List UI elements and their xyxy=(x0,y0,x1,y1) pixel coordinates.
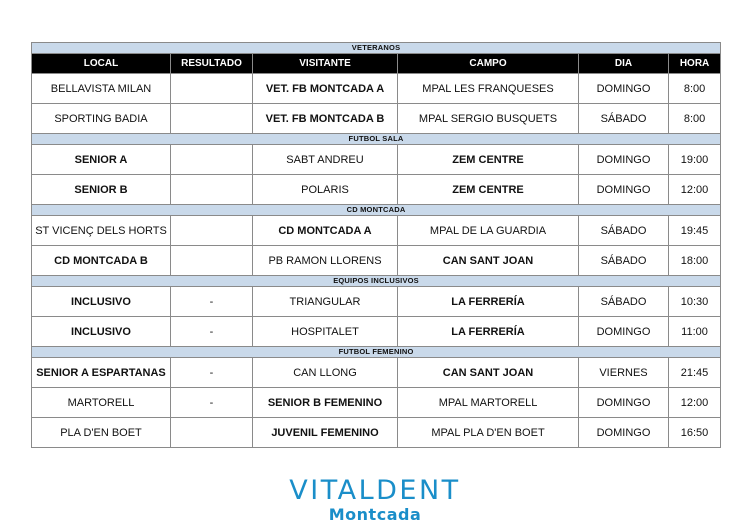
cell-visitante: JUVENIL FEMENINO xyxy=(253,418,398,448)
cell-resultado: - xyxy=(171,358,253,388)
col-header-dia: DIA xyxy=(579,54,669,74)
cell-hora: 12:00 xyxy=(669,388,721,418)
vitaldent-logo xyxy=(0,476,750,524)
table-row xyxy=(32,216,721,246)
cell-campo: MPAL LES FRANQUESES xyxy=(398,74,579,104)
cell-local: ST VICENÇ DELS HORTS xyxy=(32,216,171,246)
table-row xyxy=(32,287,721,317)
cell-dia: SÁBADO xyxy=(579,104,669,134)
cell-visitante: CD MONTCADA A xyxy=(253,216,398,246)
cell-hora: 10:30 xyxy=(669,287,721,317)
cell-visitante: HOSPITALET xyxy=(253,317,398,347)
section-title: VETERANOS xyxy=(32,43,721,54)
cell-dia: DOMINGO xyxy=(579,145,669,175)
cell-resultado: - xyxy=(171,317,253,347)
cell-dia: DOMINGO xyxy=(579,418,669,448)
cell-visitante: VET. FB MONTCADA A xyxy=(253,74,398,104)
table-row xyxy=(32,104,721,134)
cell-resultado: - xyxy=(171,388,253,418)
cell-local: SPORTING BADIA xyxy=(32,104,171,134)
col-header-hora: HORA xyxy=(669,54,721,74)
cell-local: INCLUSIVO xyxy=(32,317,171,347)
cell-visitante: VET. FB MONTCADA B xyxy=(253,104,398,134)
cell-resultado xyxy=(171,418,253,448)
table-row xyxy=(32,74,721,104)
cell-dia: DOMINGO xyxy=(579,317,669,347)
cell-hora: 8:00 xyxy=(669,104,721,134)
cell-campo: MPAL MARTORELL xyxy=(398,388,579,418)
cell-local: PLA D'EN BOET xyxy=(32,418,171,448)
cell-resultado xyxy=(171,246,253,276)
col-header-local: LOCAL xyxy=(32,54,171,74)
cell-campo: ZEM CENTRE xyxy=(398,175,579,205)
cell-resultado xyxy=(171,104,253,134)
logo-brand-text: VITALDENT xyxy=(289,475,461,506)
cell-hora: 19:45 xyxy=(669,216,721,246)
section-title: EQUIPOS INCLUSIVOS xyxy=(32,276,721,287)
cell-local: SENIOR A xyxy=(32,145,171,175)
table-row xyxy=(32,145,721,175)
section-header-veteranos xyxy=(32,43,721,54)
section-header-futbol-femenino xyxy=(32,347,721,358)
cell-local: MARTORELL xyxy=(32,388,171,418)
cell-local: CD MONTCADA B xyxy=(32,246,171,276)
section-header-equipos-inclusivos xyxy=(32,276,721,287)
section-title: CD MONTCADA xyxy=(32,205,721,216)
cell-local: INCLUSIVO xyxy=(32,287,171,317)
cell-hora: 11:00 xyxy=(669,317,721,347)
cell-dia: SÁBADO xyxy=(579,216,669,246)
cell-hora: 16:50 xyxy=(669,418,721,448)
cell-visitante: PB RAMON LLORENS xyxy=(253,246,398,276)
section-header-futbol-sala xyxy=(32,134,721,145)
section-title: FUTBOL FEMENINO xyxy=(32,347,721,358)
cell-hora: 21:45 xyxy=(669,358,721,388)
cell-visitante: SABT ANDREU xyxy=(253,145,398,175)
col-header-visitante: VISITANTE xyxy=(253,54,398,74)
cell-campo: ZEM CENTRE xyxy=(398,145,579,175)
cell-dia: VIERNES xyxy=(579,358,669,388)
table-row xyxy=(32,418,721,448)
cell-local: SENIOR B xyxy=(32,175,171,205)
cell-resultado: - xyxy=(171,287,253,317)
section-header-cd-montcada xyxy=(32,205,721,216)
cell-hora: 12:00 xyxy=(669,175,721,205)
cell-campo: MPAL PLA D'EN BOET xyxy=(398,418,579,448)
cell-dia: DOMINGO xyxy=(579,388,669,418)
logo-subtitle: Montcada xyxy=(328,505,422,524)
cell-dia: DOMINGO xyxy=(579,175,669,205)
col-header-campo: CAMPO xyxy=(398,54,579,74)
cell-local: SENIOR A ESPARTANAS xyxy=(32,358,171,388)
column-header-row xyxy=(32,54,721,74)
section-title: FUTBOL SALA xyxy=(32,134,721,145)
table-row xyxy=(32,246,721,276)
cell-resultado xyxy=(171,216,253,246)
cell-visitante: TRIANGULAR xyxy=(253,287,398,317)
table-row xyxy=(32,358,721,388)
cell-visitante: SENIOR B FEMENINO xyxy=(253,388,398,418)
cell-hora: 18:00 xyxy=(669,246,721,276)
col-header-resultado: RESULTADO xyxy=(171,54,253,74)
cell-visitante: POLARIS xyxy=(253,175,398,205)
schedule-table xyxy=(31,42,721,448)
cell-campo: MPAL DE LA GUARDIA xyxy=(398,216,579,246)
cell-hora: 8:00 xyxy=(669,74,721,104)
cell-campo: CAN SANT JOAN xyxy=(398,358,579,388)
cell-dia: DOMINGO xyxy=(579,74,669,104)
cell-dia: SÁBADO xyxy=(579,287,669,317)
cell-local: BELLAVISTA MILAN xyxy=(32,74,171,104)
table-row xyxy=(32,317,721,347)
table-row xyxy=(32,175,721,205)
cell-campo: CAN SANT JOAN xyxy=(398,246,579,276)
cell-resultado xyxy=(171,74,253,104)
cell-campo: MPAL SERGIO BUSQUETS xyxy=(398,104,579,134)
cell-campo: LA FERRERÍA xyxy=(398,317,579,347)
cell-visitante: CAN LLONG xyxy=(253,358,398,388)
cell-resultado xyxy=(171,175,253,205)
cell-campo: LA FERRERÍA xyxy=(398,287,579,317)
table-row xyxy=(32,388,721,418)
cell-hora: 19:00 xyxy=(669,145,721,175)
cell-resultado xyxy=(171,145,253,175)
cell-dia: SÁBADO xyxy=(579,246,669,276)
